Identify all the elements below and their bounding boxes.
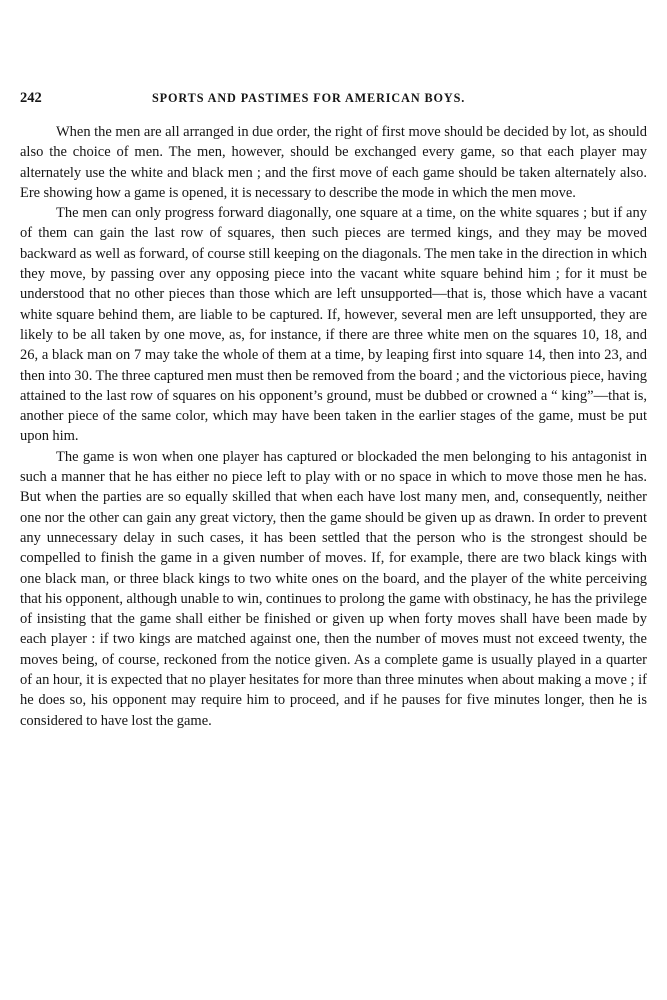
page-header xyxy=(20,90,645,108)
paragraph-first-move: When the men are all arranged in due order, the right of first move should be decided by lot, as should also the choice of men. The men, however, should be exchanged every game, so that each player may alternately use the white and black men ; and the first move of each game should be taken alternately also. Ere showing how a game is opened, it is necessary to describe the mode in which the men move. xyxy=(20,124,647,201)
paragraph-winning-and-draws: The game is won when one player has captured or blockaded the men belonging to his antagonist in such a manner that he has either no piece left to play with or no space in which to move those men he has. But when the parties are so equally skilled that when each have lost many men, and, consequently, neither one nor the other can gain any great victory, then the game should be given up as drawn. In order to prevent any unnecessary delay in such cases, it has been settled that the person who is the strongest should be compelled to finish the game in a given number of moves. If, for example, there are two black kings with one black man, or three black kings to two white ones on the board, and the player of the white perceiving that his opponent, although unable to win, continues to prolong the game with obstinacy, he has the privilege of insisting that the game shall either be finished or given up when forty moves shall have been made by each player : if two kings are matched against one, then the number of moves must not exceed twenty, the moves being, of course, reckoned from the notice given. As a complete game is usually played in a quarter of an hour, it is expected that no player hesitates for more than three minutes when about making a move ; if he does so, his opponent may require him to proceed, and if he pauses for five minutes longer, then he is considered to have lost the game. xyxy=(20,448,647,729)
body-text xyxy=(20,122,647,731)
page-number: 242 xyxy=(20,90,42,106)
running-title: SPORTS AND PASTIMES FOR AMERICAN BOYS. xyxy=(152,91,466,105)
paragraph-movement-rules: The men can only progress forward diagonally, one square at a time, on the white squares ; but if any of them can gain the last row of squares, then such pieces are termed kings, and they may be moved backward as well as forward, of course still keeping on the diagonals. The men take in the direction in which they move, by passing over any opposing piece into the vacant white square behind him ; for it must be understood that no other pieces than those which are left unsupported—that is, those which have a vacant white square behind them, are liable to be captured. If, however, several men are left unsupported, they are likely to be all taken by one move, as, for instance, if there are three white men on the squares 10, 18, and 26, a black man on 7 may take the whole of them at a time, by leaping first into square 14, then into 23, and then into 30. The three captured men must then be removed from the board ; and the victorious piece, having attained to the last row of squares on his opponent’s ground, must be dubbed or crowned a “ king”—that is, another piece of the same color, which may have been taken in the earlier stages of the game, must be put upon him. xyxy=(20,205,647,445)
